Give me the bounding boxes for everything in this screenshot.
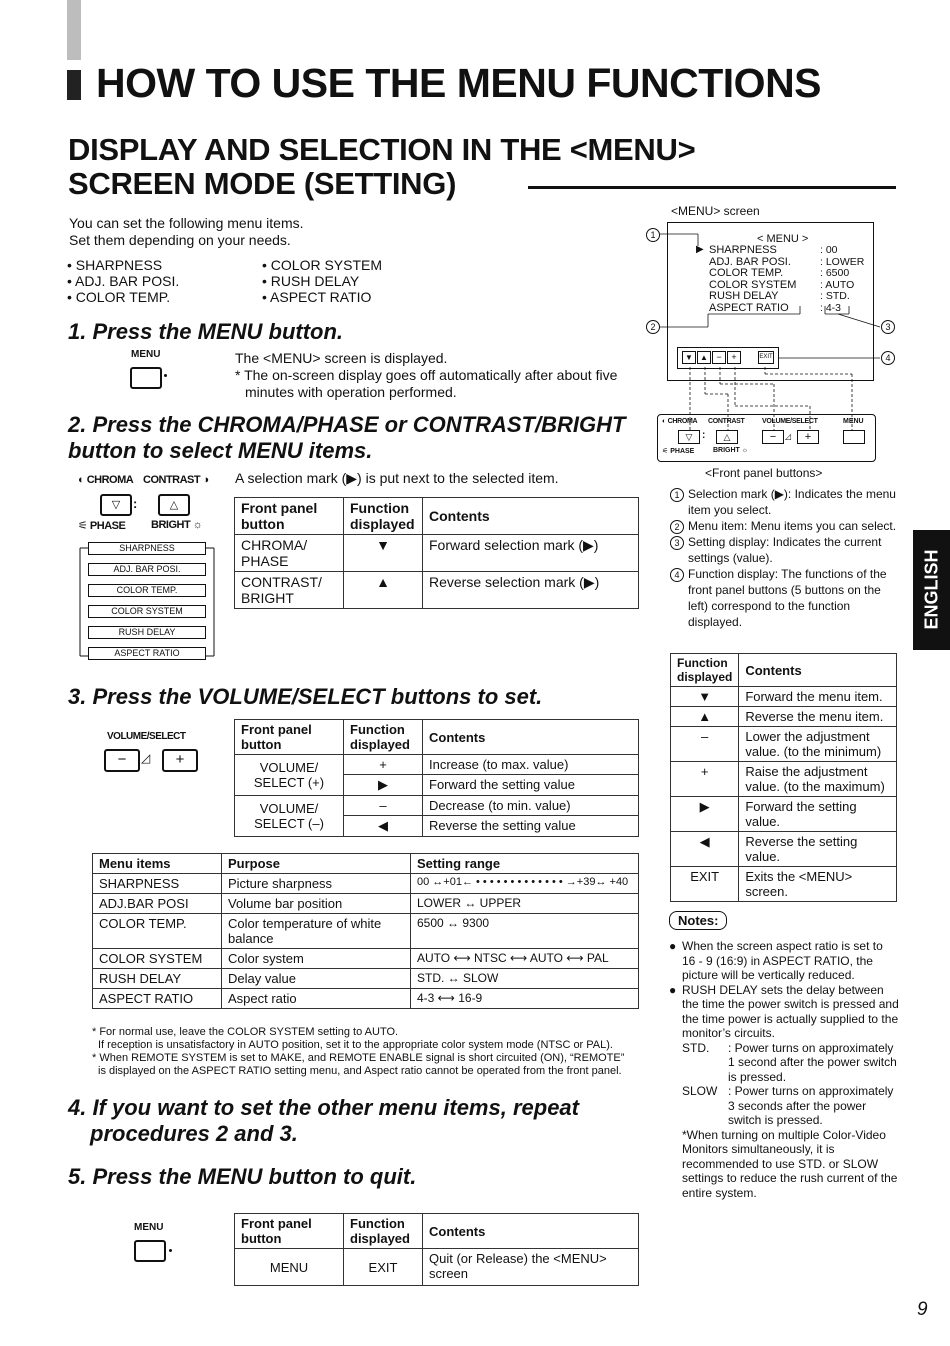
panel-label-menu: MENU: [843, 418, 864, 425]
legend-item: [670, 534, 898, 566]
panel-menu-button-icon: [843, 430, 865, 444]
table-cell: ◀: [344, 816, 423, 837]
bullet-item: • RUSH DELAY: [262, 273, 360, 289]
cycle-item: ASPECT RATIO: [88, 647, 206, 660]
legend-item: [670, 486, 898, 518]
note-text: When the screen aspect ratio is set to 16 - 9 (16:9) in ASPECT RATIO, the picture will be vertically reduced.: [682, 939, 883, 982]
table-cell: COLOR SYSTEM: [93, 949, 222, 969]
led-dot-icon: [164, 374, 167, 377]
table-header: Function displayed: [671, 654, 739, 687]
table-cell: Picture sharpness: [222, 874, 411, 894]
phase-label: ⚟ PHASE: [78, 520, 126, 532]
panel-label-bright: BRIGHT ☼: [713, 447, 749, 454]
table-row: [93, 894, 639, 914]
top-gray-bar: [67, 0, 81, 60]
volume-minus-button-icon: −: [104, 749, 140, 772]
step1-text: [235, 350, 635, 401]
intro-line: Set them depending on your needs.: [69, 232, 291, 248]
callout-legend: [670, 486, 898, 630]
footnote: * For normal use, leave the COLOR SYSTEM setting to AUTO.: [92, 1026, 399, 1038]
table-row: [671, 727, 897, 762]
section-title: [68, 133, 695, 201]
table-row: [93, 969, 639, 989]
menu-screen-heading: < MENU >: [757, 233, 809, 245]
table-cell: EXIT: [344, 1249, 423, 1286]
panel-label-contrast: CONTRAST: [708, 418, 745, 425]
menu-screen-value: : 00: [820, 244, 838, 256]
cycle-item: COLOR TEMP.: [88, 584, 206, 597]
table-cell: MENU: [235, 1249, 344, 1286]
table-header: Contents: [423, 498, 639, 535]
plus-icon: +: [727, 351, 741, 364]
step4-heading-line: 4. If you want to set the other menu items, repeat: [68, 1095, 579, 1120]
notes-label: Notes:: [669, 911, 727, 930]
panel-colon: :: [702, 430, 706, 441]
table-row: [671, 867, 897, 902]
table-row: [93, 914, 639, 949]
callout-4: 4: [881, 351, 895, 365]
bullet-list-left: [67, 257, 179, 305]
panel-contrast-button-icon: △: [716, 430, 738, 444]
table-cell: Reverse the setting value.: [739, 832, 897, 867]
table-row: [671, 707, 897, 727]
legend-num: 2: [670, 520, 684, 534]
step4-heading-line: procedures 2 and 3.: [90, 1121, 298, 1146]
menu-button-icon: [134, 1240, 166, 1262]
legend-num: 4: [670, 568, 684, 582]
table-cell: Exits the <MENU> screen.: [739, 867, 897, 902]
minus-icon: −: [712, 351, 726, 364]
table-header-row: [671, 654, 897, 687]
table-row: [671, 832, 897, 867]
table-cell: Forward selection mark (▶): [423, 535, 639, 572]
menu-screen-value: : 4-3: [820, 301, 842, 314]
step3-table: [234, 719, 639, 837]
contrast-bright-button-icon: △: [158, 494, 190, 516]
bullet-item: • COLOR SYSTEM: [262, 257, 383, 273]
step1-note: * The on-screen display goes off automatically after about five minutes with operation performed.: [235, 367, 618, 400]
table-cell: LOWER ↔ UPPER: [411, 894, 639, 914]
down-triangle-icon: ▼: [682, 351, 696, 364]
table-cell: Reverse the setting value: [423, 816, 639, 837]
legend-text: Setting display: Indicates the current settings (value).: [688, 535, 882, 565]
section-title-line1: DISPLAY AND SELECTION IN THE <MENU>: [68, 132, 696, 167]
table-cell: +: [671, 762, 739, 797]
panel-label-text: BRIGHT: [713, 447, 740, 454]
table-cell: +: [344, 755, 423, 775]
contrast-text: CONTRAST: [143, 474, 201, 486]
chroma-phase-button-icon: ▽: [100, 494, 132, 516]
table-cell: Reverse selection mark (▶): [423, 572, 639, 609]
legend-item: [670, 566, 898, 630]
step5-heading: 5. Press the MENU button to quit.: [68, 1164, 417, 1189]
volume-select-label: VOLUME/SELECT: [107, 731, 186, 742]
phase-text: PHASE: [89, 520, 126, 532]
note-std: [669, 1041, 899, 1085]
table-cell: Volume bar position: [222, 894, 411, 914]
table-cell: Delay value: [222, 969, 411, 989]
table-cell: Lower the adjustment value. (to the minimum): [739, 727, 897, 762]
table-cell: ▼: [344, 535, 423, 572]
panel-label-text: CHROMA: [667, 418, 698, 425]
footnote: * When REMOTE SYSTEM is set to MAKE, and REMOTE ENABLE signal is short circuited (ON), “REMOTE”: [92, 1052, 625, 1064]
menu-screen-value: : LOWER: [820, 255, 865, 268]
table-row: [671, 687, 897, 707]
table-cell: 4-3 ⟷ 16-9: [411, 989, 639, 1009]
bullet-item: • COLOR TEMP.: [67, 289, 171, 305]
cycle-item: COLOR SYSTEM: [88, 605, 206, 618]
selection-cycle-diagram: [74, 540, 224, 662]
legend-text: Menu item: Menu items you can select.: [688, 519, 897, 533]
panel-chroma-button-icon: ▽: [678, 430, 700, 444]
note-item: ● RUSH DELAY sets the delay between the time the power switch is pressed and the time power is actually supplied to the monitor’s circuits.: [669, 982, 899, 1040]
colon-separator: :: [133, 496, 138, 511]
table-cell: ◀: [671, 832, 739, 867]
page-title: HOW TO USE THE MENU FUNCTIONS: [96, 60, 822, 106]
panel-label-phase: ⚟ PHASE: [662, 448, 695, 455]
table-cell: ▶: [671, 797, 739, 832]
table-header: Purpose: [222, 854, 411, 874]
bullet-item: • SHARPNESS: [67, 257, 163, 273]
panel-label-text: PHASE: [670, 448, 695, 455]
step2-table: [234, 497, 639, 609]
table-cell: Quit (or Release) the <MENU> screen: [423, 1249, 639, 1286]
note-slow: [669, 1084, 899, 1128]
legend-text: Selection mark (▶): Indicates the menu item you select.: [688, 487, 896, 517]
volume-plus-button-icon: +: [162, 749, 198, 772]
led-dot-icon: [169, 1249, 172, 1252]
table-cell: –: [671, 727, 739, 762]
function-table: [670, 653, 897, 902]
table-cell: COLOR TEMP.: [93, 914, 222, 949]
bright-label: BRIGHT ☼: [151, 519, 203, 531]
table-row: [235, 755, 639, 775]
language-tab: [913, 530, 950, 650]
table-cell: Decrease (to min. value): [423, 796, 639, 816]
table-header: Front panel button: [235, 498, 344, 535]
footnote: If reception is unsatisfactory in AUTO position, set it to the appropriate color system mode (NTSC or PAL).: [98, 1039, 613, 1051]
table-cell: Forward the menu item.: [739, 687, 897, 707]
table-header: Front panel button: [235, 1214, 344, 1249]
menu-screen-item: ASPECT RATIO: [709, 301, 789, 314]
cycle-item: SHARPNESS: [88, 542, 206, 555]
table-cell: ▲: [671, 707, 739, 727]
table-cell: Forward the setting value: [423, 775, 639, 796]
table-header-row: [235, 720, 639, 755]
settings-table: [92, 853, 639, 1009]
note-text: RUSH DELAY sets the delay between the time the power switch is pressed and the time power is actually supplied to the monitor’s circuits.: [682, 982, 899, 1040]
panel-wedge-icon: ◿: [785, 432, 792, 441]
footnote: is displayed on the ASPECT RATIO setting menu, and Aspect ratio cannot be operated from the front panel.: [98, 1065, 622, 1077]
table-cell: –: [344, 796, 423, 816]
std-label: STD.: [682, 1040, 710, 1055]
table-cell: STD. ↔ SLOW: [411, 969, 639, 989]
table-header: Function displayed: [344, 720, 423, 755]
table-header-row: [235, 498, 639, 535]
table-cell: Color temperature of white balance: [222, 914, 411, 949]
step2-text: A selection mark (▶) is put next to the selected item.: [235, 470, 559, 486]
table-cell: Raise the adjustment value. (to the maximum): [739, 762, 897, 797]
table-cell: ▲: [344, 572, 423, 609]
table-cell: VOLUME/ SELECT (–): [235, 796, 344, 837]
menu-screen-item: RUSH DELAY: [709, 290, 779, 302]
table-row: [93, 874, 639, 894]
table-cell: ADJ.BAR POSI: [93, 894, 222, 914]
table-cell: ASPECT RATIO: [93, 989, 222, 1009]
table-header: Menu items: [93, 854, 222, 874]
page-number: 9: [917, 1299, 928, 1320]
table-cell: CONTRAST/ BRIGHT: [235, 572, 344, 609]
bullet-item: • ADJ. BAR POSI.: [67, 273, 180, 289]
table-cell: ▶: [344, 775, 423, 796]
slow-text: : Power turns on approximately 3 seconds after the power switch is pressed.: [728, 1084, 894, 1127]
chroma-text: CHROMA: [86, 474, 134, 486]
table-cell: ▼: [671, 687, 739, 707]
legend-num: 3: [670, 536, 684, 550]
menu-screen-item: COLOR TEMP.: [709, 267, 784, 279]
menu-screen-value: : 6500: [820, 267, 850, 279]
table-row: [235, 796, 639, 816]
panel-minus-button-icon: −: [762, 430, 784, 444]
step2-heading: 2. Press the CHROMA/PHASE or CONTRAST/BRIGHT button to select MENU items.: [68, 412, 626, 463]
step1-text-line: The <MENU> screen is displayed.: [235, 350, 448, 366]
table-header-row: [235, 1214, 639, 1249]
note-item: ● When the screen aspect ratio is set to 16 - 9 (16:9) in ASPECT RATIO, the picture will be vertically reduced.: [669, 939, 899, 983]
menu-button-label: MENU: [131, 349, 161, 360]
table-cell: RUSH DELAY: [93, 969, 222, 989]
table-row: [671, 797, 897, 832]
table-cell: VOLUME/ SELECT (+): [235, 755, 344, 796]
table-cell: EXIT: [671, 867, 739, 902]
bullet-list-right: [262, 257, 382, 305]
step1-heading: 1. Press the MENU button.: [68, 319, 344, 344]
cycle-item: RUSH DELAY: [88, 626, 206, 639]
table-cell: SHARPNESS: [93, 874, 222, 894]
table-header: Contents: [423, 1214, 639, 1249]
intro-text: [69, 215, 304, 249]
panel-label-volume-select: VOLUME/SELECT: [762, 418, 818, 425]
table-cell: Forward the setting value.: [739, 797, 897, 832]
chroma-label: ◐ CHROMA: [78, 474, 134, 486]
legend-num: 1: [670, 488, 684, 502]
title-rule: [528, 186, 896, 189]
volume-wedge-icon: ◿: [141, 751, 151, 765]
settings-footnotes: [92, 1026, 642, 1078]
bullet-item: • ASPECT RATIO: [262, 289, 372, 305]
callout-3: 3: [881, 320, 895, 334]
table-cell: AUTO ⟷ NTSC ⟷ AUTO ⟷ PAL: [411, 949, 639, 969]
table-cell: Aspect ratio: [222, 989, 411, 1009]
menu-screen-item: SHARPNESS: [709, 244, 777, 256]
slow-label: SLOW: [682, 1084, 718, 1098]
legend-text: Function display: The functions of the front panel buttons (5 buttons on the left) correspond to the function displayed.: [688, 567, 887, 629]
notes-body: [669, 939, 899, 1200]
intro-line: You can set the following menu items.: [69, 215, 304, 231]
step5-table: [234, 1213, 639, 1286]
title-marker-bar: [67, 70, 81, 100]
table-row: [235, 535, 639, 572]
section-title-line2: SCREEN MODE (SETTING): [68, 166, 457, 201]
menu-screen-value: : AUTO: [820, 278, 855, 291]
exit-icon: EXIT: [758, 351, 774, 364]
table-cell: CHROMA/ PHASE: [235, 535, 344, 572]
table-header: Setting range: [411, 854, 639, 874]
bright-text: BRIGHT: [151, 519, 191, 531]
selection-mark-icon: ▶: [696, 244, 704, 255]
callout-2: 2: [646, 320, 660, 334]
cycle-item: ADJ. BAR POSI.: [88, 563, 206, 576]
table-cell: Color system: [222, 949, 411, 969]
language-tab-label: ENGLISH: [921, 549, 942, 630]
note-final: *When turning on multiple Color-Video Monitors simultaneously, it is recommended to use STD. or SLOW settings to reduce the rush current of the entire system.: [682, 1127, 898, 1200]
menu-screen-item: ADJ. BAR POSI.: [709, 255, 791, 268]
legend-item: [670, 518, 898, 534]
table-cell: Reverse the menu item.: [739, 707, 897, 727]
table-header: Contents: [423, 720, 639, 755]
table-header: Front panel button: [235, 720, 344, 755]
table-header-row: [93, 854, 639, 874]
menu-screen-value: : STD.: [820, 290, 850, 302]
std-text: : Power turns on approximately 1 second after the power switch is pressed.: [728, 1040, 897, 1084]
cycle-arrows-icon: [88, 566, 206, 633]
menu-screen-item: COLOR SYSTEM: [709, 278, 797, 291]
panel-plus-button-icon: +: [797, 430, 819, 444]
table-row: [235, 572, 639, 609]
callout-1: 1: [646, 228, 660, 242]
table-row: [235, 1249, 639, 1286]
front-panel-caption: <Front panel buttons>: [705, 466, 823, 480]
table-row: [93, 949, 639, 969]
step4-heading: [68, 1095, 579, 1147]
contrast-label: CONTRAST ◑: [143, 474, 209, 486]
table-cell: Increase (to max. value): [423, 755, 639, 775]
menu-screen-caption: <MENU> screen: [671, 204, 760, 218]
menu-button-icon: [130, 367, 162, 389]
menu-button-label: MENU: [134, 1222, 164, 1233]
table-header: Contents: [739, 654, 897, 687]
table-cell: 00 ↔+01← • • • • • • • • • • • • • →+39↔ +40: [411, 874, 639, 894]
table-header: Function displayed: [344, 1214, 423, 1249]
up-triangle-icon: ▲: [697, 351, 711, 364]
table-cell: 6500 ↔ 9300: [411, 914, 639, 949]
table-row: [671, 762, 897, 797]
step3-heading: 3. Press the VOLUME/SELECT buttons to set.: [68, 684, 543, 709]
table-row: [93, 989, 639, 1009]
panel-label-chroma: ◐ CHROMA: [662, 418, 698, 425]
table-header: Function displayed: [344, 498, 423, 535]
